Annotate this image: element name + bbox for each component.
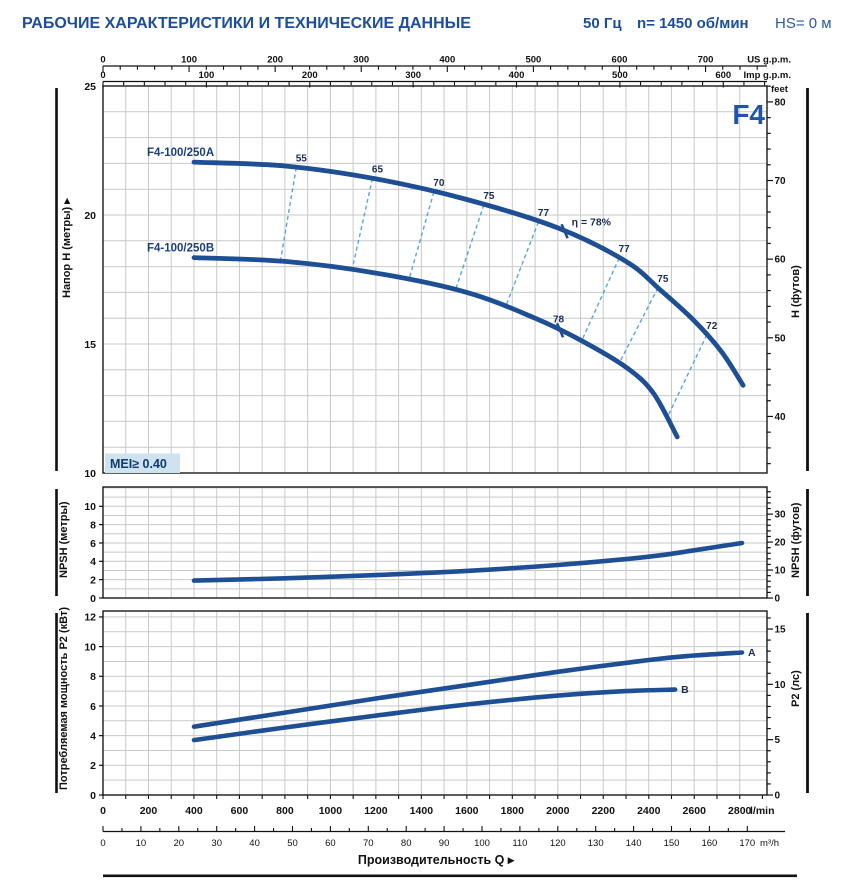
efficiency-label-75: 75 [657, 273, 669, 285]
efficiency-line-72 [667, 335, 707, 418]
p2-left-title [58, 607, 70, 790]
svg-text:40: 40 [249, 838, 260, 849]
efficiency-line-77 [505, 222, 538, 307]
svg-text:0: 0 [774, 790, 781, 802]
efficiency-label-77: 77 [537, 207, 550, 219]
q-axis-title [358, 853, 516, 867]
svg-text:500: 500 [611, 70, 628, 81]
curve-name-b: F4-100/250B [147, 242, 215, 255]
svg-text:10: 10 [774, 679, 786, 691]
svg-text:0: 0 [90, 789, 96, 802]
m3h-axis [100, 826, 785, 849]
suction-head-value: HS= 0 м [775, 15, 832, 32]
npsh-chart-right-rule [806, 489, 809, 596]
npsh-axis-title-left: NPSH (метры) [58, 501, 70, 578]
svg-text:300: 300 [405, 70, 422, 81]
efficiency-label-65: 65 [371, 164, 384, 176]
head-chart-left-rule [55, 88, 58, 471]
svg-text:170: 170 [739, 838, 756, 849]
svg-text:2000: 2000 [546, 805, 570, 817]
svg-text:10: 10 [84, 467, 96, 480]
lmin-axis [100, 795, 774, 817]
svg-text:90: 90 [438, 838, 450, 849]
svg-text:1200: 1200 [364, 805, 388, 817]
svg-text:400: 400 [508, 70, 525, 81]
head-left-title [61, 198, 73, 298]
svg-text:10: 10 [135, 838, 147, 849]
svg-text:4: 4 [90, 730, 96, 743]
svg-text:5: 5 [774, 735, 781, 747]
efficiency-line-77 [582, 258, 620, 341]
svg-text:25: 25 [84, 80, 96, 93]
svg-text:1400: 1400 [409, 805, 434, 817]
svg-text:0: 0 [90, 592, 96, 605]
svg-text:2400: 2400 [637, 805, 661, 817]
head-chart-base [55, 81, 809, 480]
family-label-f4: F4 [732, 99, 765, 130]
page-title: РАБОЧИЕ ХАРАКТЕРИСТИКИ И ТЕХНИЧЕСКИЕ ДАННЫЕ [22, 15, 471, 32]
svg-text:4: 4 [90, 556, 96, 569]
svg-text:700: 700 [697, 54, 714, 66]
svg-text:2: 2 [90, 760, 96, 773]
svg-text:400: 400 [439, 54, 456, 66]
svg-text:1000: 1000 [318, 805, 343, 817]
npsh-chart-base [55, 487, 809, 605]
svg-text:30: 30 [211, 838, 222, 849]
svg-text:50: 50 [774, 333, 786, 345]
svg-text:2200: 2200 [591, 805, 615, 817]
p2-chart-right-rule [806, 613, 809, 793]
curve-f4-100-250b [194, 258, 677, 437]
mei-label: MEI≥ 0.40 [110, 457, 167, 471]
svg-text:130: 130 [587, 838, 604, 849]
efficiency-lines [280, 154, 717, 418]
svg-text:140: 140 [625, 838, 642, 849]
svg-text:1800: 1800 [500, 805, 524, 817]
efficiency-line-75 [455, 205, 483, 290]
svg-text:0: 0 [100, 805, 106, 817]
svg-text:200: 200 [301, 70, 318, 81]
svg-text:400: 400 [185, 805, 203, 817]
svg-text:10: 10 [84, 641, 96, 654]
svg-text:200: 200 [267, 54, 284, 66]
svg-text:200: 200 [139, 805, 158, 817]
svg-text:120: 120 [549, 838, 566, 849]
efficiency-label-55: 55 [295, 153, 307, 165]
svg-text:8: 8 [90, 671, 96, 684]
svg-text:100: 100 [474, 838, 490, 849]
rotation-speed-value: n= 1450 об/мин [637, 15, 749, 32]
head-axis-title-left: Напор H (метры) ▸ [61, 198, 73, 298]
svg-text:2800: 2800 [728, 805, 752, 817]
svg-text:10: 10 [774, 565, 786, 577]
svg-text:20: 20 [173, 838, 185, 849]
npsh-left-title [58, 501, 70, 578]
efficiency-label-75: 75 [483, 190, 495, 202]
svg-text:600: 600 [715, 70, 732, 81]
svg-text:0: 0 [100, 838, 106, 849]
curve-name-a: F4-100/250A [147, 147, 215, 160]
mei-badge [105, 454, 180, 474]
svg-text:70: 70 [363, 838, 374, 849]
svg-text:0: 0 [100, 70, 106, 81]
svg-text:6: 6 [90, 537, 96, 550]
svg-text:60: 60 [774, 254, 786, 266]
npsh-right-title [790, 502, 802, 578]
us-gpm-axis-unit: US g.p.m. [747, 54, 791, 66]
p2-axis-title-right: P2 (лс) [790, 670, 802, 707]
head-right-title [790, 265, 802, 318]
family-badge [732, 99, 765, 130]
svg-text:80: 80 [400, 838, 412, 849]
bottom-rule [103, 875, 797, 878]
efficiency-line-75 [619, 288, 658, 363]
efficiency-line-55 [280, 168, 296, 262]
svg-text:60: 60 [325, 838, 336, 849]
svg-text:50: 50 [287, 838, 298, 849]
svg-text:12: 12 [84, 611, 96, 624]
p2-curve-label-b: B [681, 684, 689, 697]
svg-text:10: 10 [84, 501, 96, 514]
svg-text:70: 70 [774, 176, 786, 188]
svg-text:40: 40 [774, 411, 786, 423]
svg-text:80: 80 [774, 97, 786, 109]
flow-axis-title: Производительность Q ▸ [357, 853, 515, 867]
efficiency-label-72: 72 [706, 320, 718, 332]
svg-text:2: 2 [90, 574, 96, 587]
npsh-axis-title-right: NPSH (футов) [790, 502, 802, 578]
svg-text:100: 100 [181, 54, 198, 66]
imp-gpm-axis-unit: Imp g.p.m. [743, 70, 791, 81]
m3h-unit: m³/h [760, 838, 779, 849]
head-chart-right-rule [806, 88, 809, 471]
svg-text:0: 0 [774, 593, 781, 605]
svg-text:20: 20 [84, 209, 96, 222]
svg-text:600: 600 [230, 805, 249, 817]
imp-gpm-axis [100, 70, 791, 88]
efficiency-label-70: 70 [433, 178, 445, 190]
feet-corner-label: feet [771, 84, 788, 95]
svg-text:500: 500 [525, 54, 542, 66]
svg-text:15: 15 [774, 624, 786, 636]
p2-right-title [790, 670, 802, 707]
svg-text:1600: 1600 [455, 805, 479, 817]
head-axis-title-right: H (футов) [790, 265, 802, 318]
bep-b-label: 78 [552, 314, 565, 326]
p2-axis-title-left: Потребляемая мощность P2 (кВт) [58, 607, 70, 790]
svg-text:300: 300 [353, 54, 370, 66]
svg-text:30: 30 [774, 509, 786, 521]
svg-text:8: 8 [90, 519, 96, 532]
frequency-value: 50 Гц [583, 15, 622, 32]
svg-text:6: 6 [90, 700, 96, 713]
svg-text:2600: 2600 [682, 805, 706, 817]
p2-curve-label-a: A [747, 647, 756, 660]
efficiency-label-77: 77 [618, 244, 630, 256]
svg-text:110: 110 [512, 838, 528, 849]
svg-text:160: 160 [701, 838, 718, 849]
svg-text:0: 0 [100, 54, 106, 66]
svg-text:20: 20 [774, 537, 786, 549]
lmin-unit: l/min [750, 805, 775, 817]
svg-text:15: 15 [84, 338, 96, 351]
svg-text:150: 150 [663, 838, 680, 849]
bep-eta-label: η = 78% [571, 216, 612, 229]
svg-text:600: 600 [611, 54, 628, 66]
efficiency-line-65 [352, 178, 372, 270]
svg-text:100: 100 [198, 70, 215, 81]
svg-text:800: 800 [276, 805, 294, 817]
